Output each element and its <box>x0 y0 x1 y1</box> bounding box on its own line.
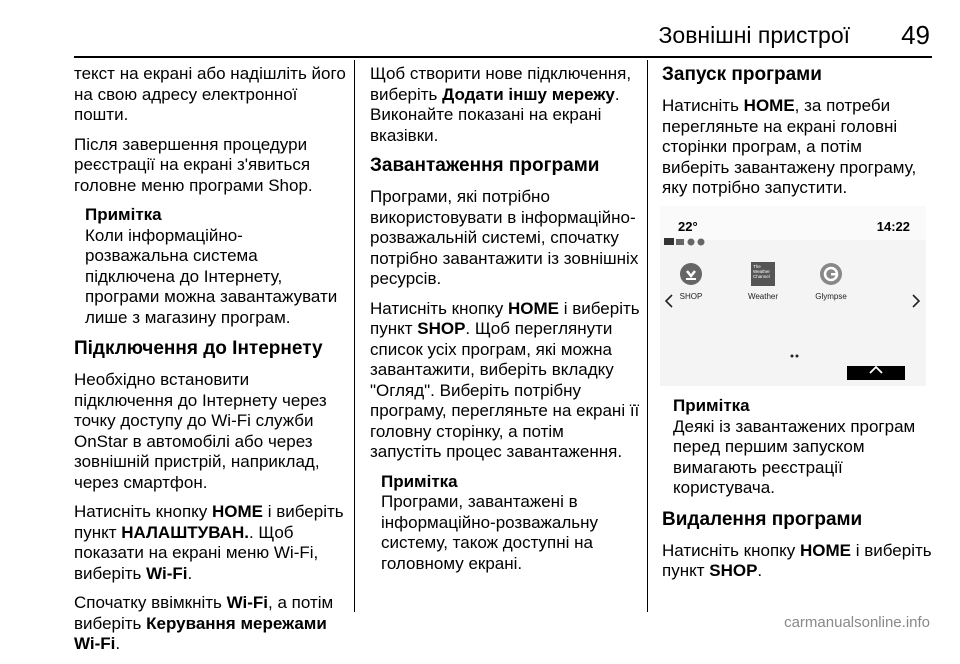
page-prev-arrow[interactable] <box>665 292 673 313</box>
app-shop[interactable] <box>668 262 714 301</box>
heading-remove: Видалення програми <box>662 508 863 530</box>
note-2 <box>381 472 640 575</box>
paragraph-wifi: Спочатку ввімкніть Wi-Fi, а потім виберіть Керування мережами Wi-Fi. <box>74 593 334 653</box>
chevron-left-icon <box>665 294 673 308</box>
status-indicators-icon <box>664 237 712 246</box>
watermark: carmanualsonline.info <box>784 614 930 631</box>
note-title: Примітка <box>673 396 750 415</box>
page-indicator <box>790 354 800 360</box>
chevron-up-icon <box>869 366 883 374</box>
paragraph-download-steps: Натисніть кнопку HOME і виберіть пункт SHOP. Щоб переглянути список усіх програм, які можна завантажити, виберіть вкладку "Огляд". Виберіть потрібну програму, перегляньте на екрані її головну сторінку, а потім запустіть процес завантаження. <box>370 298 640 461</box>
page-number: 49 <box>901 20 930 50</box>
note-3 <box>673 396 932 499</box>
paragraph-text-cont: текст на екрані або надішліть його на свою адресу електронної пошти. <box>74 64 346 124</box>
column-2 <box>370 64 640 584</box>
paragraph-launch: Натисніть HOME, за потреби перегляньте на екрані головні сторінки програм, а потім виберіть завантажену програму, яку потрібно запустити. <box>662 96 917 197</box>
note-text: Коли інформаційно-розважальна система підключена до Інтернету, програми можна завантажувати лише з магазину програм. <box>85 225 338 327</box>
column-divider-1 <box>354 60 355 612</box>
app-glympse[interactable] <box>808 262 854 301</box>
weather-channel-icon: The Weather Channel <box>751 262 775 286</box>
glympse-icon <box>819 262 843 286</box>
page-next-arrow[interactable] <box>912 292 920 313</box>
column-3 <box>662 64 932 208</box>
heading-download: Завантаження програми <box>370 155 600 176</box>
note-title: Примітка <box>381 471 458 491</box>
paragraph-internet: Необхідно встановити підключення до Інтернету через точку доступу до Wi-Fi служби OnStar в автомобілі або через зовнішній пристрій, наприклад, через смартфон. <box>74 370 327 492</box>
chevron-right-icon <box>912 294 920 308</box>
column-1 <box>74 64 346 664</box>
heading-launch: Запуск програми <box>662 64 822 85</box>
column-3-lower <box>662 396 932 591</box>
paragraph-settings: Натисніть кнопку HOME і виберіть пункт НАЛАШТУВАН.. Щоб показати на екрані меню Wi-Fi, виберіть Wi-Fi. <box>74 502 344 583</box>
page-dots-icon <box>790 354 800 358</box>
paragraph-registration: Після завершення процедури реєстрації на екрані з'явиться головне меню програми Shop. <box>74 134 313 195</box>
clock-readout: 14:22 <box>876 219 910 234</box>
note-text: Програми, завантажені в інформаційно-розважальну систему, також доступні на головному екрані. <box>381 492 599 573</box>
expand-button[interactable] <box>847 366 905 380</box>
paragraph-remove: Натисніть кнопку HOME і виберіть пункт SHOP. <box>662 540 932 580</box>
paragraph-download-intro: Програми, які потрібно використовувати в інформаційно-розважальній системі, спочатку потрібно завантажити із зовнішніх ресурсів. <box>370 187 639 288</box>
column-divider-2 <box>647 60 648 612</box>
header-rule <box>74 56 932 58</box>
paragraph-new-connection: Щоб створити нове підключення, виберіть Додати іншу мережу. Виконайте показані на екрані вказівки. <box>370 64 632 145</box>
app-label: Glympse <box>815 292 847 301</box>
note-title: Примітка <box>85 205 162 224</box>
infotainment-screenshot <box>660 206 926 386</box>
app-weather[interactable] <box>740 262 786 301</box>
status-icons <box>664 237 712 248</box>
section-title: Зовнішні пристрої <box>658 22 850 48</box>
app-label: SHOP <box>679 292 703 301</box>
app-label: Weather <box>747 292 779 301</box>
heading-internet: Підключення до Інтернету <box>74 338 323 359</box>
note-text: Деякі із завантажених програм перед першим запуском вимагають реєстрації користувача. <box>673 416 916 497</box>
shop-icon <box>679 262 703 286</box>
temperature-readout: 22° <box>678 219 698 234</box>
note-1 <box>85 205 346 328</box>
